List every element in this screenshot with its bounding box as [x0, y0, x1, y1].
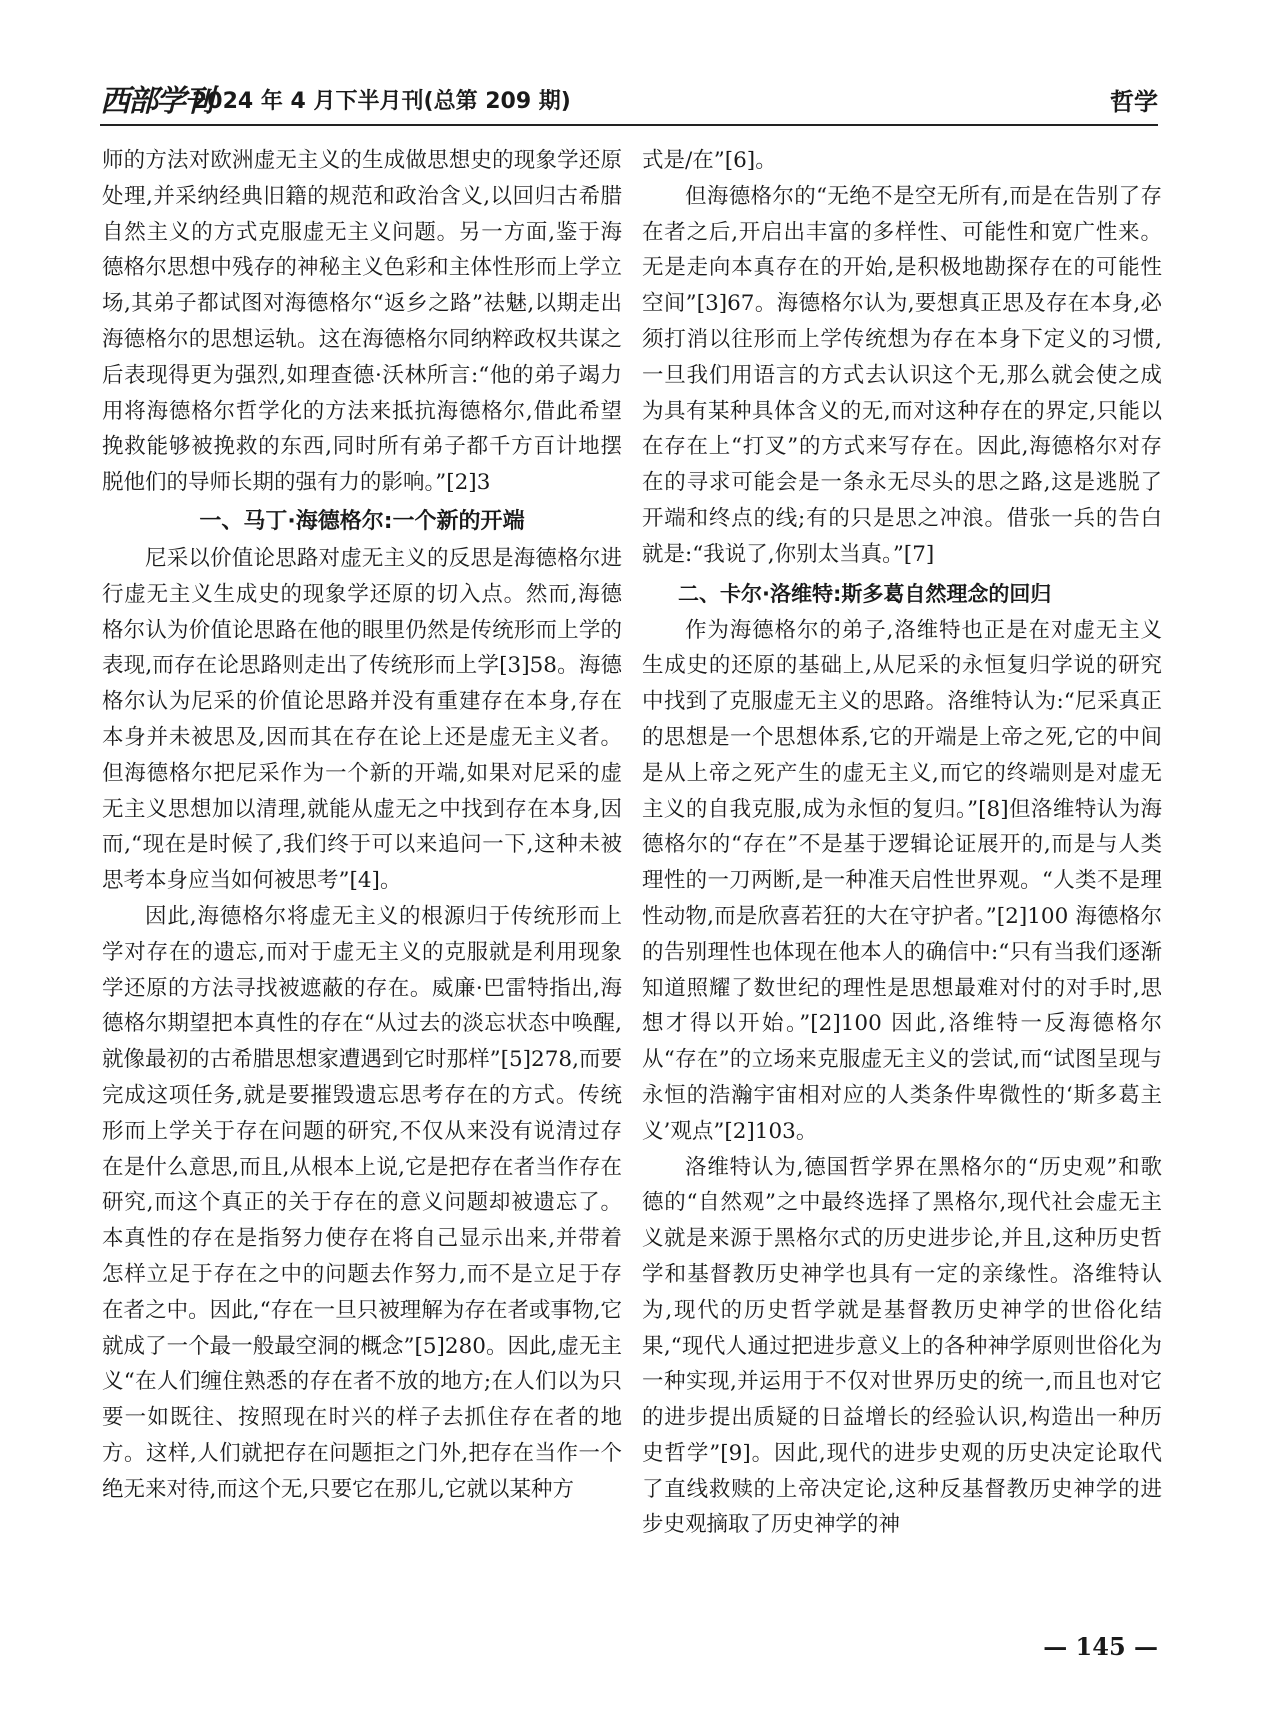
paragraph: 作为海德格尔的弟子,洛维特也正是在对虚无主义生成史的还原的基础上,从尼采的永恒复归学说的研究中找到了克服虚无主义的思路。洛维特认为:“尼采真正的思想是一个思想体系,它的开端是上帝之死,它的中间是从上帝之死产生的虚无主义,而它的终端则是对虚无主义的自我克服,成为永恒的复归。”[8]但洛维特认为海德格尔的“存在”不是基于逻辑论证展开的,而是与人类理性的一刀两断,是一种准天启性世界观。“人类不是理性动物,而是欣喜若狂的大在守护者。”[2]100 海德格尔的告别理性也体现在他本人的确信中:“只有当我们逐渐知道照耀了数世纪的理性是思想最难对付的对手时,思想才得以开始。”[2]100 因此,洛维特一反海德格尔从“存在”的立场来克服虚无主义的尝试,而“试图呈现与永恒的浩瀚宇宙相对应的人类条件卑微性的‘斯多葛主义’观点”[2]103。 — [642, 617, 1162, 1144]
paragraph: 洛维特认为,德国哲学界在黑格尔的“历史观”和歌德的“自然观”之中最终选择了黑格尔,现代社会虚无主义就是来源于黑格尔式的历史进步论,并且,这种历史哲学和基督教历史神学也具有一定的亲缘性。洛维特认为,现代的历史哲学就是基督教历史神学的世俗化结果,“现代人通过把进步意义上的各种神学原则世俗化为一种实现,并运用于不仅对世界历史的统一,而且也对它的进步提出质疑的日益增长的经验认识,构造出一种历史哲学”[9]。因此,现代的进步史观的历史决定论取代了直线救赎的上帝决定论,这种反基督教历史神学的进步史观摘取了历史神学的神 — [642, 1154, 1162, 1538]
section-heading: 一、马丁·海德格尔:一个新的开端 — [199, 508, 525, 534]
paragraph: 但海德格尔的“无绝不是空无所有,而是在告别了存在者之后,开启出丰富的多样性、可能性和宽广性来。无是走向本真存在的开始,是积极地勘探存在的可能性空间”[3]67。海德格尔认为,要想真正思及存在本身,必须打消以往形而上学传统想为存在本身下定义的习惯,一旦我们用语言的方式去认识这个无,那么就会使之成为具有某种具体含义的无,而对这种存在的界定,只能以在存在上“打叉”的方式来写存在。因此,海德格尔对存在的寻求可能会是一条永无尽头的思之路,这是逃脱了开端和终点的线;有的只是思之冲浪。借张一兵的告白就是:“我说了,你别太当真。”[7] — [642, 183, 1162, 567]
paragraph: 式是/在”[6]。 — [642, 148, 777, 173]
section-name: 哲学 — [1110, 88, 1158, 116]
right-column — [642, 143, 1162, 1543]
paragraph: 尼采以价值论思路对虚无主义的反思是海德格尔进行虚无主义生成史的现象学还原的切入点。然而,海德格尔认为价值论思路在他的眼里仍然是传统形而上学的表现,而存在论思路则走出了传统形而上学[3]58。海德格尔认为尼采的价值论思路并没有重建存在本身,存在本身并未被思及,因而其在存在论上还是虚无主义者。但海德格尔把尼采作为一个新的开端,如果对尼采的虚无主义思想加以清理,就能从虚无之中找到存在本身,因而,“现在是时候了,我们终于可以来追问一下,这种未被思考本身应当如何被思考”[4]。 — [102, 545, 622, 894]
header-rule — [100, 124, 1158, 126]
paragraph: 师的方法对欧洲虚无主义的生成做思想史的现象学还原处理,并采纳经典旧籍的规范和政治含义,以回归古希腊自然主义的方式克服虚无主义问题。另一方面,鉴于海德格尔思想中残存的神秘主义色彩和主体性形而上学立场,其弟子都试图对海德格尔“返乡之路”祛魅,以期走出海德格尔的思想运轨。这在海德格尔同纳粹政权共谋之后表现得更为强烈,如理查德·沃林所言:“他的弟子竭力用将海德格尔哲学化的方法来抵抗海德格尔,借此希望挽救能够被挽救的东西,同时所有弟子都千方百计地摆脱他们的导师长期的强有力的影响。”[2]3 — [102, 148, 622, 496]
left-column — [102, 143, 622, 1507]
issue-info: 2024 年 4 月下半月刊(总第 209 期) — [192, 89, 571, 114]
page-header — [100, 84, 1158, 120]
journal-logo: 西部学刊 — [100, 84, 212, 119]
section-heading: 二、卡尔·洛维特:斯多葛自然理念的回归 — [678, 581, 1052, 606]
paragraph: 因此,海德格尔将虚无主义的根源归于传统形而上学对存在的遗忘,而对于虚无主义的克服就是利用现象学还原的方法寻找被遮蔽的存在。威廉·巴雷特指出,海德格尔期望把本真性的存在“从过去的淡忘状态中唤醒,就像最初的古希腊思想家遭遇到它时那样”[5]278,而要完成这项任务,就是要摧毁遗忘思考存在的方式。传统形而上学关于存在问题的研究,不仅从来没有说清过存在是什么意思,而且,从根本上说,它是把存在者当作存在研究,而这个真正的关于存在的意义问题却被遗忘了。本真性的存在是指努力使存在将自己显示出来,并带着怎样立足于存在之中的问题去作努力,而不是立足于存在者之中。因此,“存在一旦只被理解为存在者或事物,它就成了一个最一般最空洞的概念”[5]280。因此,虚无主义“在人们缠住熟悉的存在者不放的地方;在人们以为只要一如既往、按照现在时兴的样子去抓住存在者的地方。这样,人们就把存在问题拒之门外,把存在当作一个绝无来对待,而这个无,只要它在那儿,它就以某种方 — [102, 903, 622, 1502]
page-number: — 145 — — [1043, 1632, 1158, 1661]
